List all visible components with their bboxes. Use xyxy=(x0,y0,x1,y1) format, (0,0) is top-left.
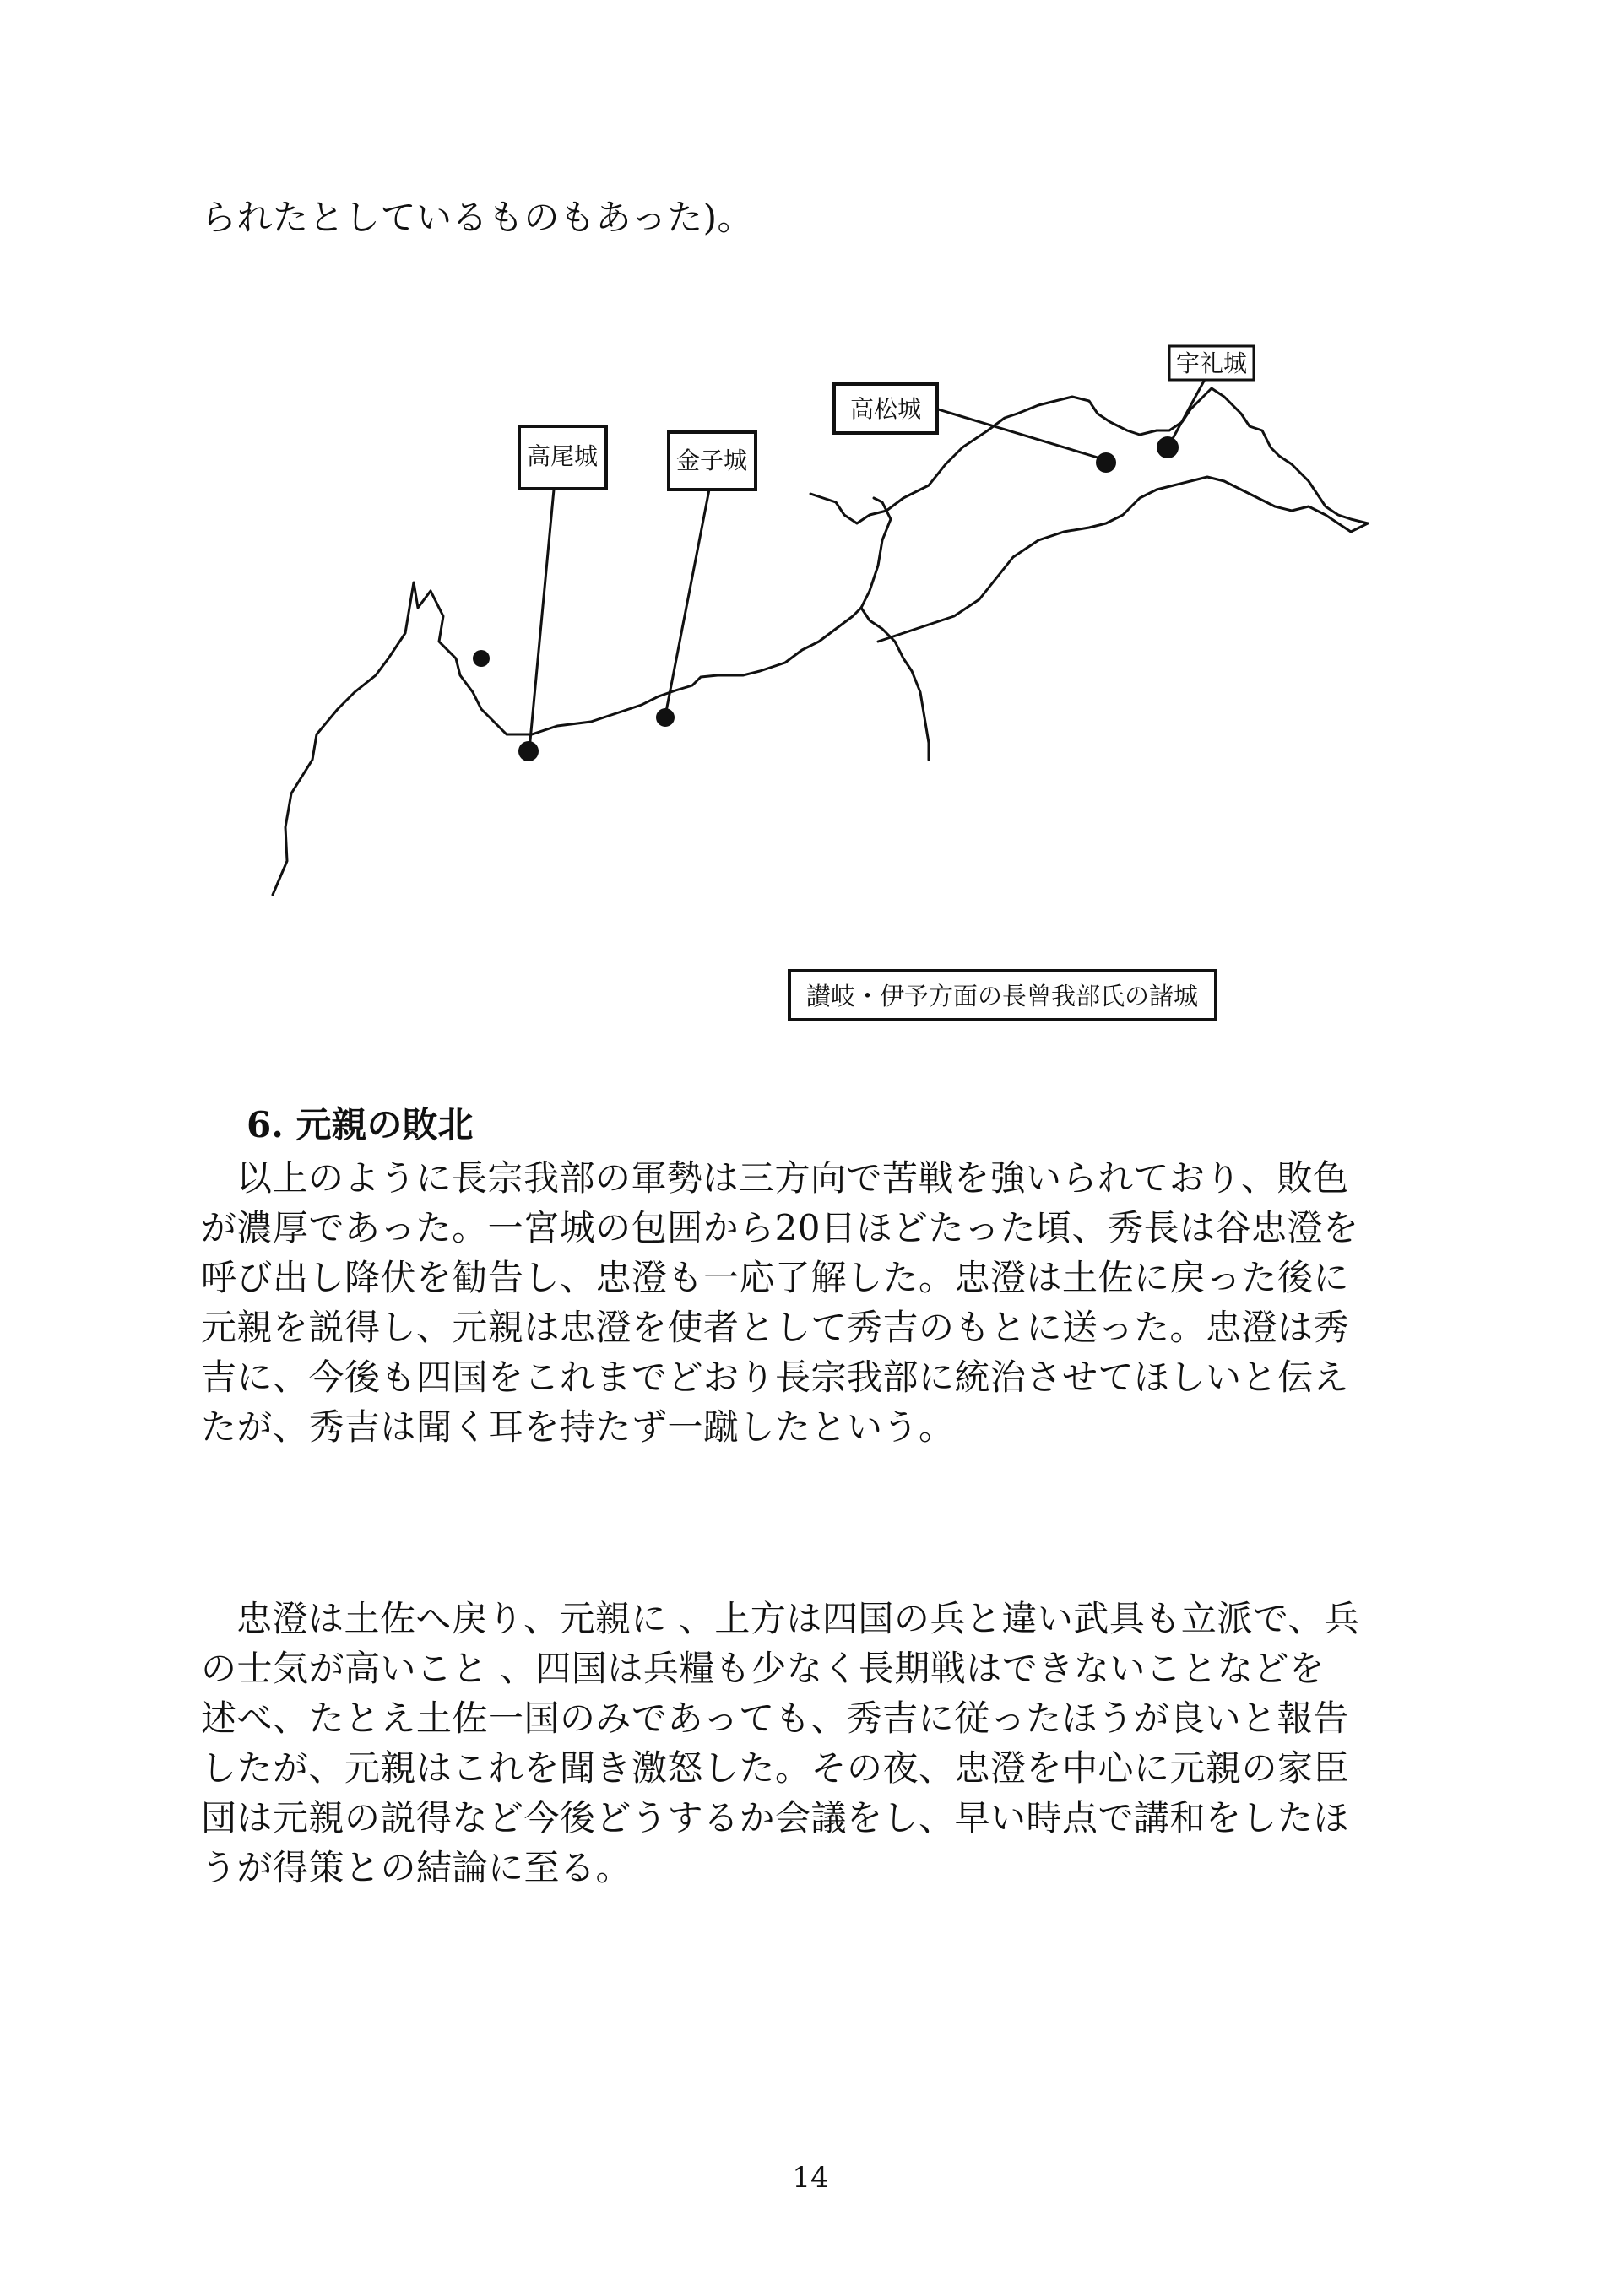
paragraph-1 xyxy=(201,1153,1434,1452)
paragraph-line: の士気が高いこと 、四国は兵糧も少なく長期戦はできないことなどを xyxy=(201,1648,1326,1689)
castle-dot-west xyxy=(473,650,490,667)
castle-dot-takamatsu xyxy=(1096,452,1116,473)
page-number: 14 xyxy=(792,2161,829,2195)
label-uture-text: 宇礼城 xyxy=(1175,349,1248,377)
kaneko-leader xyxy=(665,490,709,716)
paragraph-line: 吉に、今後も四国をこれまでどおり長宗我部に統治させてほしいと伝え xyxy=(201,1356,1350,1398)
paragraph-line: 呼び出し降伏を勧告し、忠澄も一応了解した。忠澄は土佐に戻った後に xyxy=(201,1257,1350,1298)
uture-leader xyxy=(1169,375,1207,445)
label-takao xyxy=(519,426,606,489)
boundary-east xyxy=(878,477,1368,642)
paragraph-line: 団は元親の説得など今後どうするか会議をし、早い時点で講和をしたほ xyxy=(201,1797,1350,1838)
castle-dot-uture xyxy=(1157,436,1179,458)
paragraph-line: が濃厚であった。一宮城の包囲から20日ほどたった頃、秀長は谷忠澄を xyxy=(201,1207,1359,1248)
label-kaneko xyxy=(669,432,756,490)
paragraph-2 xyxy=(201,1594,1434,1893)
takao-leader xyxy=(529,490,554,750)
paragraph-line: したが、元親はこれを聞き激怒した。その夜、忠澄を中心に元親の家臣 xyxy=(201,1747,1350,1789)
label-takamatsu xyxy=(834,384,937,433)
paragraph-line: 以上のように長宗我部の軍勢は三方向で苦戦を強いられており、敗色 xyxy=(236,1157,1349,1199)
paragraph-line: 忠澄は土佐へ戻り、元親に 、上方は四国の兵と違い武具も立派で、兵 xyxy=(236,1598,1360,1639)
castle-dot-kaneko xyxy=(656,708,675,727)
paragraph-line: 述べ、たとえ土佐一国のみであっても、秀吉に従ったほうが良いと報告 xyxy=(201,1698,1349,1739)
intro-text xyxy=(201,192,1434,242)
paragraph-line: たが、秀吉は聞く耳を持たず一蹴したという。 xyxy=(201,1406,955,1448)
section-title: 6. 元親の敗北 xyxy=(247,1104,474,1145)
map-caption xyxy=(789,971,1216,1020)
map-caption-text: 讃岐・伊予方面の長曾我部氏の諸城 xyxy=(805,982,1199,1010)
castle-dot-takao xyxy=(518,741,539,761)
label-kaneko-text: 金子城 xyxy=(675,447,748,474)
castle-map xyxy=(253,338,1401,1038)
label-takamatsu-text: 高松城 xyxy=(849,395,922,423)
paragraph-line: うが得策との結論に至る。 xyxy=(201,1847,632,1888)
label-takao-text: 高尾城 xyxy=(526,442,599,470)
label-uture xyxy=(1169,346,1254,380)
intro-line: られたとしているものもあった)。 xyxy=(201,197,753,238)
boundary-south xyxy=(861,608,929,760)
coastline-west xyxy=(273,582,861,895)
takamatsu-leader xyxy=(935,409,1106,460)
paragraph-line: 元親を説得し、元親は忠澄を使者として秀吉のもとに送った。忠澄は秀 xyxy=(201,1307,1350,1348)
